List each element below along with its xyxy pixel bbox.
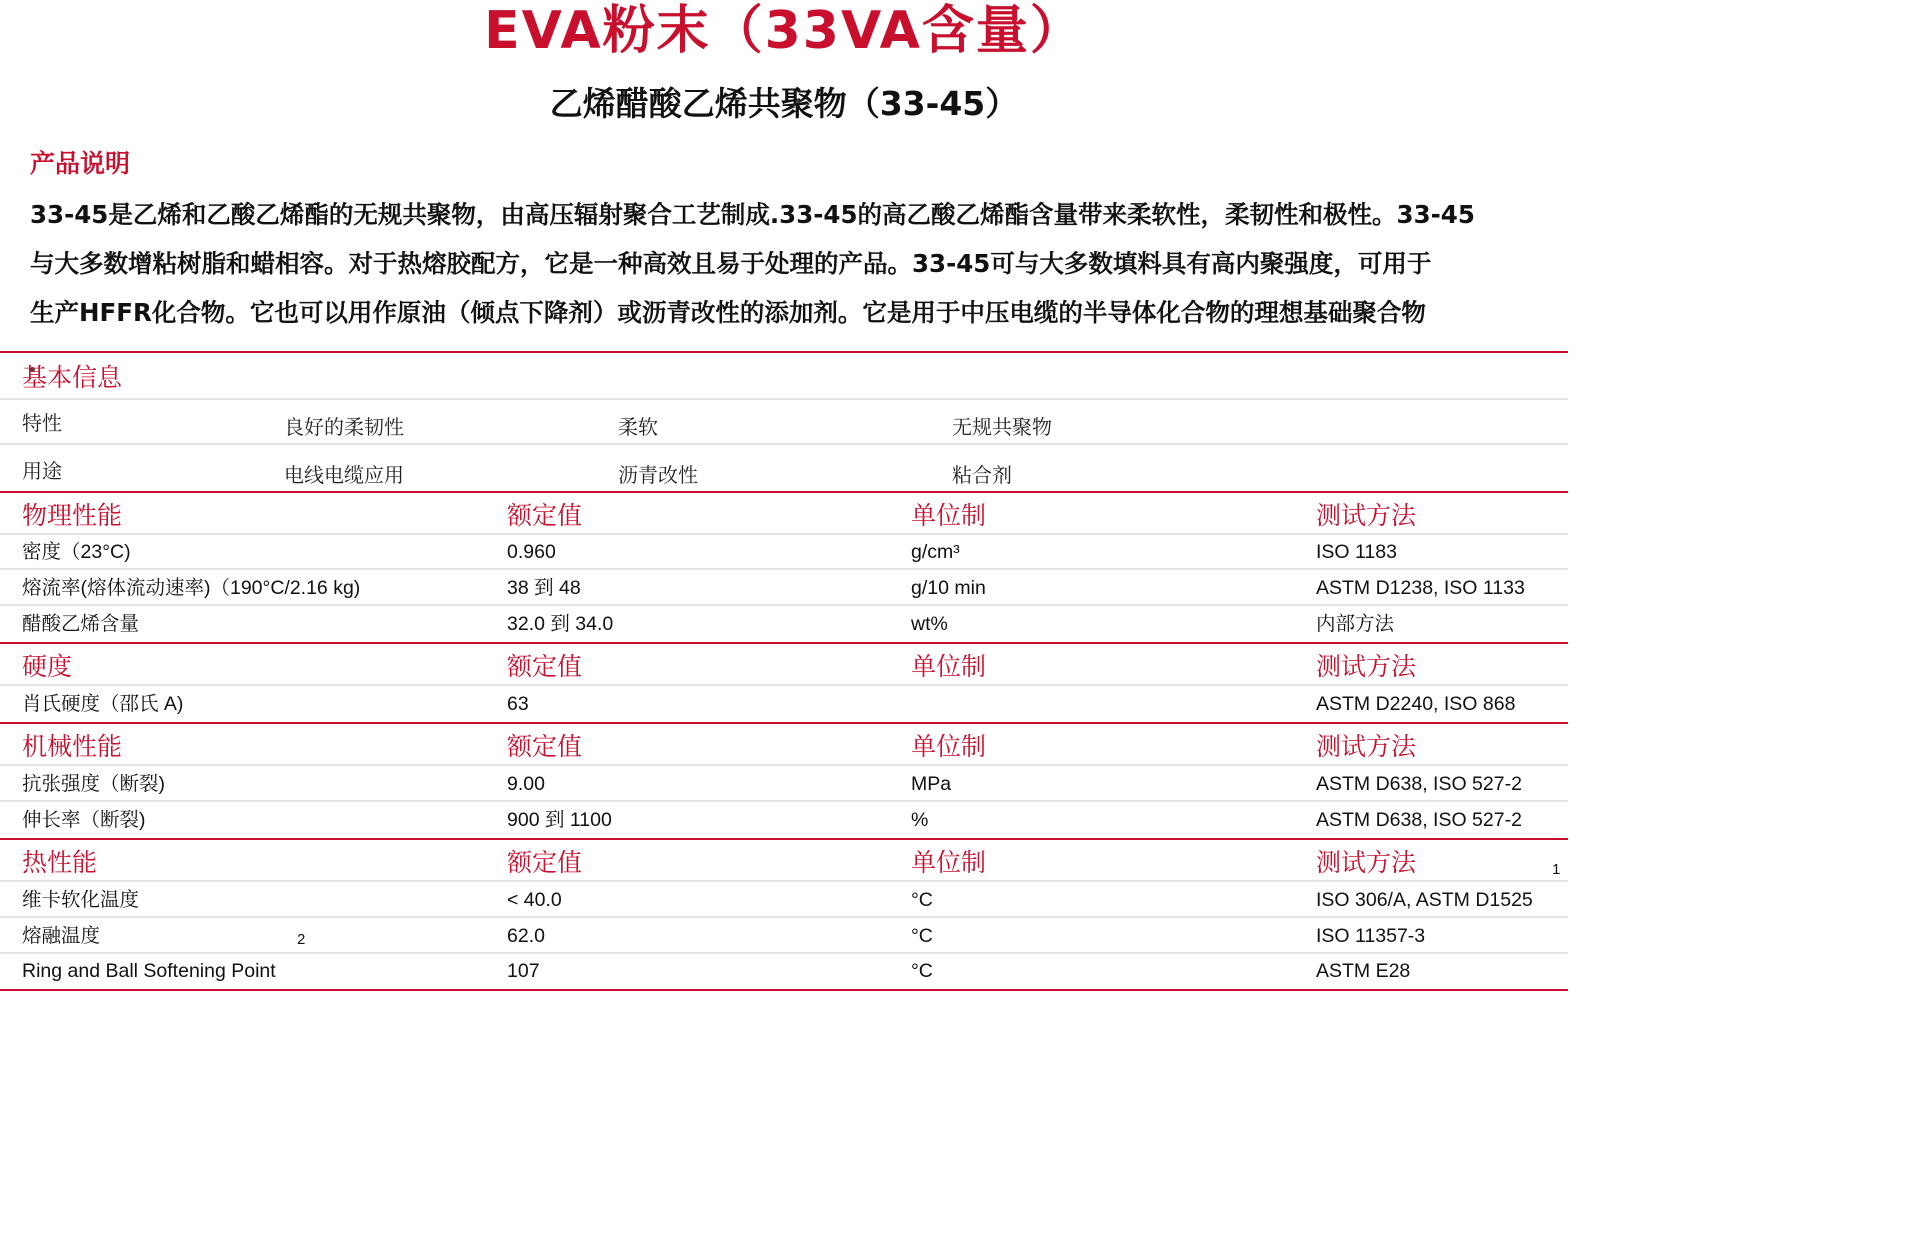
info-value: 柔软 (618, 415, 658, 439)
row-divider (0, 604, 1568, 606)
column-header-value: 额定值 (507, 652, 583, 681)
section-divider (0, 989, 1568, 991)
property-unit: MPa (911, 773, 952, 795)
column-header-value: 额定值 (507, 501, 583, 530)
column-header-method: 测试方法 (1316, 501, 1417, 530)
property-value: 0.960 (507, 541, 556, 563)
column-header-unit: 单位制 (911, 732, 987, 761)
property-name: 熔融温度 (22, 925, 101, 947)
test-method: ASTM D638, ISO 527-2 (1316, 809, 1522, 831)
section-divider (0, 722, 1568, 724)
info-label-features: 特性 (22, 411, 62, 435)
property-name: 醋酸乙烯含量 (22, 613, 140, 635)
property-value: < 40.0 (507, 889, 562, 911)
row-divider (0, 800, 1568, 802)
test-method: ASTM D1238, ISO 1133 (1316, 577, 1525, 599)
document-title: EVA粉末（33VA含量） (484, 1, 1084, 61)
info-label-uses: 用途 (22, 459, 62, 483)
property-unit: °C (911, 889, 933, 911)
test-method: ISO 11357-3 (1316, 925, 1426, 947)
property-unit: °C (911, 925, 933, 947)
property-value: 900 到 1100 (507, 809, 612, 831)
property-value: 62.0 (507, 925, 545, 947)
property-name: 熔流率(熔体流动速率)（190°C/2.16 kg) (22, 577, 361, 599)
property-value: 38 到 48 (507, 577, 581, 599)
description-text (30, 190, 1560, 337)
column-header-method: 测试方法 (1316, 732, 1417, 761)
section-heading-hardness: 硬度 (22, 652, 73, 681)
description-line: 与大多数增粘树脂和蜡相容。对于热熔胶配方，它是一种高效且易于处理的产品。33-45可与大多数填料具有高内聚强度，可用于 (30, 249, 1432, 278)
column-header-method: 测试方法 (1316, 652, 1417, 681)
column-header-method: 测试方法 (1316, 848, 1417, 877)
property-name: 维卡软化温度 (22, 889, 140, 911)
row-divider (0, 916, 1568, 918)
property-value: 63 (507, 693, 529, 715)
section-divider (0, 838, 1568, 840)
info-value: 粘合剂 (952, 463, 1012, 487)
property-value: 32.0 到 34.0 (507, 613, 614, 635)
property-unit: g/10 min (911, 577, 986, 599)
property-name: 抗张强度（断裂) (22, 773, 165, 795)
section-divider (0, 351, 1568, 353)
test-method: ISO 306/A, ASTM D1525 (1316, 889, 1533, 911)
basic-info-heading: 基本信息 (22, 363, 123, 392)
property-name: Ring and Ball Softening Point (22, 960, 276, 982)
property-value: 9.00 (507, 773, 545, 795)
section-divider (0, 642, 1568, 644)
property-value: 107 (507, 960, 540, 982)
row-divider (0, 533, 1568, 535)
column-header-unit: 单位制 (911, 501, 987, 530)
description-line: 33-45是乙烯和乙酸乙烯酯的无规共聚物，由高压辐射聚合工艺制成.33-45的高乙酸乙烯酯含量带来柔软性，柔韧性和极性。33-45 (30, 200, 1475, 229)
info-value: 电线电缆应用 (284, 463, 404, 487)
property-unit: % (911, 809, 929, 831)
test-method: ASTM D2240, ISO 868 (1316, 693, 1516, 715)
property-unit: wt% (911, 613, 948, 635)
description-heading: 产品说明 (30, 149, 131, 178)
column-header-value: 额定值 (507, 848, 583, 877)
column-header-value: 额定值 (507, 732, 583, 761)
test-method: ASTM D638, ISO 527-2 (1316, 773, 1522, 795)
section-heading-thermal: 热性能 (22, 848, 98, 877)
property-name: 肖氏硬度（邵氏 A) (22, 693, 184, 715)
description-line: 生产HFFR化合物。它也可以用作原油（倾点下降剂）或沥青改性的添加剂。它是用于中压电缆的半导体化合物的理想基础聚合物 (30, 298, 1426, 327)
info-value: 良好的柔韧性 (284, 415, 404, 439)
property-name: 伸长率（断裂) (22, 809, 146, 831)
property-unit: g/cm³ (911, 541, 960, 563)
row-divider (0, 568, 1568, 570)
row-divider (0, 443, 1568, 445)
document-subtitle: 乙烯醋酸乙烯共聚物（33-45） (549, 84, 1019, 123)
column-header-unit: 单位制 (911, 848, 987, 877)
test-method: 内部方法 (1316, 613, 1395, 635)
row-divider (0, 764, 1568, 766)
row-divider (0, 398, 1568, 400)
section-heading-physical: 物理性能 (22, 501, 123, 530)
test-method: ISO 1183 (1316, 541, 1397, 563)
footnote-marker: 1 (1552, 861, 1561, 878)
info-value: 沥青改性 (618, 463, 698, 487)
property-unit: °C (911, 960, 933, 982)
footnote-marker: 2 (297, 931, 306, 948)
row-divider (0, 684, 1568, 686)
row-divider (0, 952, 1568, 954)
info-value: 无规共聚物 (952, 415, 1052, 439)
column-header-unit: 单位制 (911, 652, 987, 681)
test-method: ASTM E28 (1316, 960, 1411, 982)
section-heading-mechanical: 机械性能 (22, 732, 123, 761)
property-name: 密度（23°C) (22, 541, 131, 563)
row-divider (0, 880, 1568, 882)
section-divider (0, 491, 1568, 493)
